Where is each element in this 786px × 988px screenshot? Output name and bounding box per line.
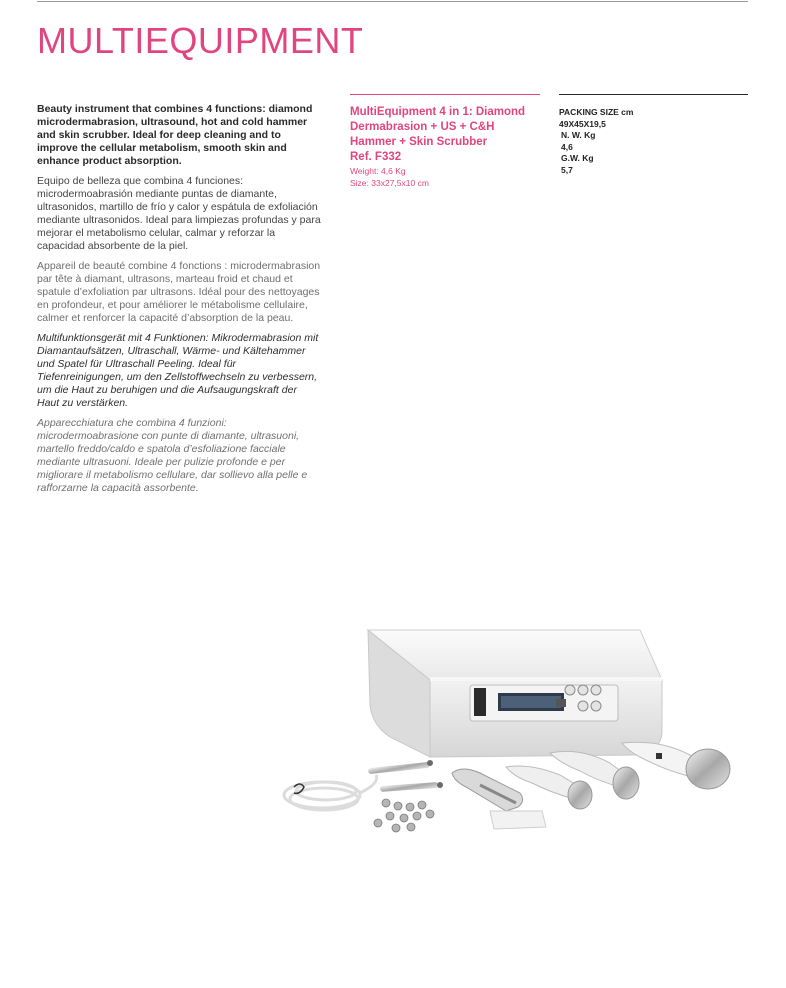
net-weight-label: N. W. Kg	[561, 130, 596, 140]
product-info-divider	[350, 94, 540, 95]
product-info	[350, 94, 540, 189]
description-it: Apparecchiatura che combina 4 funzioni: microdermoabrasione con punte di diamante, ultrasuoni, martello freddo/caldo e spatola d’esfoliazione facciale mediante ultrasuoni. Ideale per pulizie profonde e per migliorare il metabolismo cellulare, dar sollievo alla pelle e rafforzarne la capacità assorbente.	[37, 417, 308, 494]
main-unit	[368, 630, 662, 757]
packing-info-divider	[559, 94, 748, 95]
packing-heading: PACKING SIZE cm	[559, 107, 634, 117]
product-image	[280, 615, 750, 850]
description-fr: Appareil de beauté combine 4 fonctions : microdermabrasion par tête à diamant, ultrasons, marteau froid et chaud et spatule d’exfoliation par ultrasons. Idéal pour des nettoyages en profondeur, et pour améliorer le métabolisme cellulaire, calmer et renforcer la capacité d’absorption de la peau.	[37, 260, 321, 324]
gross-weight-label: G.W. Kg	[561, 153, 594, 163]
product-weight: Weight: 4,6 Kg	[350, 166, 406, 176]
packing-size-value: 49X45X19,5	[559, 118, 606, 129]
product-ref: Ref. F332	[350, 151, 402, 163]
description-en: Beauty instrument that combines 4 functions: diamond microdermabrasion, ultrasound, hot and cold hammer and skin scrubber. Ideal for deep cleaning and to improve the cellular metabolism, smooth skin and enhance product absorption.	[37, 103, 313, 167]
packing-info	[559, 94, 748, 176]
product-size: Size: 33x27,5x10 cm	[350, 178, 429, 188]
description-block	[37, 103, 322, 502]
diamond-tips	[374, 799, 434, 832]
page-title: MULTIEQUIPMENT	[37, 20, 364, 61]
product-name: MultiEquipment 4 in 1: Diamond Dermabrasion + US + C&H Hammer + Skin Scrubber	[350, 106, 526, 148]
top-divider	[37, 1, 748, 2]
diamond-wands	[368, 760, 443, 792]
gross-weight-value: 5,7	[561, 164, 573, 175]
description-es: Equipo de belleza que combina 4 funciones: microdermoabrasión mediante puntas de diamante, ultrasonidos, martillo de frío y calor y espátula de exfoliación mediante ultrasonidos. Ideal para limpiezas profundas y para mejorar el metabolismo celular, calmar y reforzar la capacidad absorbente de la piel.	[37, 175, 321, 252]
description-de: Multifunktionsgerät mit 4 Funktionen: Mikrodermabrasion mit Diamantaufsätzen, Ultraschall, Wärme- und Kältehammer und Spatel für Ultraschall Peeling. Ideal für Tiefenreinigungen, um den Zellstoffwechseln zu verbessern, um die Haut zu beruhigen und die Aufsaugungskraft der Haut zu verstärken.	[37, 332, 319, 409]
net-weight-value: 4,6	[561, 141, 573, 152]
